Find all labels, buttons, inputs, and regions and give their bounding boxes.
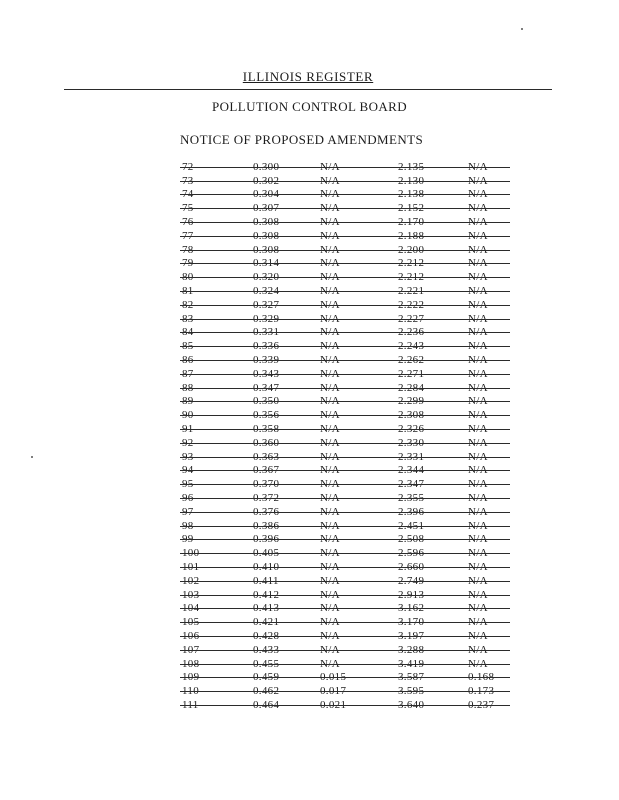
cell-value-2: N/A: [320, 436, 340, 449]
cell-value-4: N/A: [468, 243, 488, 256]
cell-value-2: N/A: [320, 298, 340, 311]
cell-value-1: 0.433: [253, 643, 280, 656]
cell-value-1: 0.308: [253, 243, 280, 256]
cell-value-2: N/A: [320, 174, 340, 187]
cell-value-1: 0.336: [253, 340, 280, 353]
cell-value-2: N/A: [320, 409, 340, 422]
scan-artifact-dot: [521, 28, 523, 30]
table-row: [182, 588, 506, 602]
cell-value-2: N/A: [320, 367, 340, 380]
cell-value-2: N/A: [320, 588, 340, 601]
cell-value-2: N/A: [320, 616, 340, 629]
cell-value-3: 3.170: [398, 616, 425, 629]
cell-row-number: 99: [182, 533, 194, 546]
cell-value-4: N/A: [468, 574, 488, 587]
cell-value-3: 2.330: [398, 436, 425, 449]
cell-value-3: 2.308: [398, 409, 425, 422]
cell-value-1: 0.339: [253, 354, 280, 367]
cell-value-1: 0.329: [253, 312, 280, 325]
cell-row-number: 107: [182, 643, 200, 656]
cell-value-3: 2.396: [398, 505, 425, 518]
cell-value-3: 2.243: [398, 340, 425, 353]
cell-value-4: N/A: [468, 229, 488, 242]
cell-value-2: N/A: [320, 312, 340, 325]
cell-value-4: 0.168: [468, 671, 495, 684]
cell-value-2: 0.017: [320, 685, 347, 698]
cell-value-2: N/A: [320, 561, 340, 573]
cell-value-1: 0.324: [253, 285, 280, 298]
cell-value-1: 0.347: [253, 381, 280, 394]
cell-value-2: N/A: [320, 160, 340, 173]
cell-value-2: N/A: [320, 505, 340, 518]
cell-value-2: N/A: [320, 602, 340, 615]
cell-row-number: 86: [182, 354, 194, 367]
cell-row-number: 74: [182, 188, 194, 201]
cell-value-4: N/A: [468, 629, 488, 642]
cell-value-4: N/A: [468, 492, 488, 505]
cell-value-4: N/A: [468, 409, 488, 422]
cell-row-number: 92: [182, 436, 194, 449]
cell-value-2: 0.021: [320, 698, 347, 711]
cell-value-1: 0.304: [253, 188, 280, 201]
cell-value-3: 2.222: [398, 298, 425, 311]
table-row: [182, 381, 506, 395]
cell-value-2: N/A: [320, 395, 340, 408]
cell-row-number: 72: [182, 160, 194, 173]
cell-value-3: 2.299: [398, 395, 425, 408]
cell-value-1: 0.314: [253, 257, 280, 270]
table-row: [182, 326, 506, 340]
table-row: [182, 174, 506, 188]
table-row: [182, 339, 506, 353]
cell-value-4: N/A: [468, 216, 488, 229]
cell-value-4: N/A: [468, 174, 488, 187]
cell-value-4: N/A: [468, 616, 488, 629]
cell-value-4: N/A: [468, 271, 488, 284]
cell-value-4: N/A: [468, 533, 488, 546]
cell-value-2: N/A: [320, 202, 340, 215]
table-row: [182, 270, 506, 284]
table-row: [182, 353, 506, 367]
cell-value-2: N/A: [320, 574, 340, 587]
cell-row-number: 109: [182, 671, 200, 684]
cell-row-number: 81: [182, 285, 194, 298]
table-row: [182, 560, 506, 574]
cell-value-4: N/A: [468, 657, 488, 670]
cell-value-4: N/A: [468, 423, 488, 436]
cell-value-2: N/A: [320, 464, 340, 477]
cell-value-3: 2.660: [398, 561, 425, 573]
cell-row-number: 83: [182, 312, 194, 325]
cell-value-1: 0.372: [253, 492, 280, 505]
table-row: [182, 298, 506, 312]
cell-value-2: N/A: [320, 271, 340, 284]
table-row: [182, 201, 506, 215]
cell-value-1: 0.455: [253, 657, 280, 670]
cell-row-number: 97: [182, 505, 194, 518]
cell-value-1: 0.308: [253, 229, 280, 242]
cell-value-1: 0.410: [253, 561, 280, 573]
cell-value-4: 0.237: [468, 698, 495, 711]
cell-value-1: 0.376: [253, 505, 280, 518]
cell-value-2: N/A: [320, 547, 340, 560]
cell-value-1: 0.360: [253, 436, 280, 449]
cell-row-number: 110: [182, 685, 199, 698]
cell-value-4: N/A: [468, 519, 488, 532]
cell-row-number: 79: [182, 257, 194, 270]
table-row: [182, 519, 506, 533]
cell-value-1: 0.462: [253, 685, 280, 698]
cell-value-1: 0.412: [253, 588, 280, 601]
cell-value-3: 3.162: [398, 602, 425, 615]
cell-value-1: 0.411: [253, 574, 279, 587]
cell-value-3: 2.212: [398, 271, 425, 284]
board-subtitle: POLLUTION CONTROL BOARD: [211, 99, 408, 114]
cell-value-1: 0.367: [253, 464, 280, 477]
cell-value-4: N/A: [468, 340, 488, 353]
cell-row-number: 93: [182, 450, 194, 463]
table-row: [182, 408, 506, 422]
cell-value-2: 0.015: [320, 671, 347, 684]
cell-row-number: 73: [182, 174, 194, 187]
cell-value-3: 3.587: [398, 671, 425, 684]
cell-value-4: N/A: [468, 436, 488, 449]
table-row: [182, 505, 506, 519]
cell-value-3: 2.284: [398, 381, 425, 394]
cell-value-2: N/A: [320, 657, 340, 670]
table-row: [182, 312, 506, 326]
table-row: [182, 284, 506, 298]
cell-row-number: 108: [182, 657, 200, 670]
cell-value-4: N/A: [468, 561, 488, 573]
cell-value-2: N/A: [320, 629, 340, 642]
cell-value-3: 2.221: [398, 285, 425, 298]
scan-artifact-dot: [31, 456, 33, 458]
table-row: [182, 436, 506, 450]
cell-row-number: 106: [182, 629, 200, 642]
cell-value-4: 0.173: [468, 685, 495, 698]
cell-value-1: 0.350: [253, 395, 280, 408]
header-rule: [64, 68, 552, 90]
cell-value-4: N/A: [468, 367, 488, 380]
cell-value-2: N/A: [320, 643, 340, 656]
cell-value-4: N/A: [468, 257, 488, 270]
cell-value-4: N/A: [468, 354, 488, 367]
cell-value-1: 0.356: [253, 409, 280, 422]
cell-value-2: N/A: [320, 285, 340, 298]
cell-value-3: 3.640: [398, 698, 425, 711]
cell-value-3: 3.197: [398, 629, 425, 642]
table-row: [182, 670, 506, 684]
cell-value-2: N/A: [320, 340, 340, 353]
table-row: [182, 698, 506, 712]
table-row: [182, 464, 506, 478]
cell-row-number: 78: [182, 243, 194, 256]
table-row: [182, 615, 506, 629]
table-row: [182, 422, 506, 436]
cell-value-4: N/A: [468, 643, 488, 656]
cell-value-4: N/A: [468, 588, 488, 601]
cell-value-3: 2.138: [398, 188, 425, 201]
cell-value-3: 2.236: [398, 326, 425, 339]
cell-value-4: N/A: [468, 547, 488, 560]
cell-value-4: N/A: [468, 188, 488, 201]
cell-row-number: 88: [182, 381, 194, 394]
cell-value-3: 2.271: [398, 367, 425, 380]
cell-value-2: N/A: [320, 381, 340, 394]
cell-value-1: 0.327: [253, 298, 280, 311]
cell-value-4: N/A: [468, 285, 488, 298]
cell-value-1: 0.363: [253, 450, 280, 463]
cell-value-1: 0.405: [253, 547, 280, 560]
table-row: [182, 215, 506, 229]
cell-value-3: 2.344: [398, 464, 425, 477]
cell-value-4: N/A: [468, 381, 488, 394]
table-row: [182, 477, 506, 491]
cell-value-3: 2.188: [398, 229, 425, 242]
cell-value-2: N/A: [320, 243, 340, 256]
cell-value-1: 0.343: [253, 367, 280, 380]
cell-value-4: N/A: [468, 312, 488, 325]
cell-value-1: 0.428: [253, 629, 280, 642]
cell-row-number: 85: [182, 340, 194, 353]
cell-row-number: 96: [182, 492, 194, 505]
cell-value-4: N/A: [468, 505, 488, 518]
table-row: [182, 574, 506, 588]
cell-value-2: N/A: [320, 326, 340, 339]
cell-row-number: 104: [182, 602, 200, 615]
cell-value-4: N/A: [468, 160, 488, 173]
cell-value-2: N/A: [320, 257, 340, 270]
cell-value-1: 0.386: [253, 519, 280, 532]
cell-row-number: 77: [182, 229, 194, 242]
cell-value-4: N/A: [468, 602, 488, 615]
cell-value-3: 2.212: [398, 257, 425, 270]
cell-value-1: 0.358: [253, 423, 280, 436]
cell-value-1: 0.413: [253, 602, 280, 615]
cell-value-3: 2.913: [398, 588, 425, 601]
table-row: [182, 395, 506, 409]
table-row: [182, 367, 506, 381]
table-row: [182, 491, 506, 505]
cell-row-number: 105: [182, 616, 200, 629]
table-row: [182, 257, 506, 271]
cell-row-number: 95: [182, 478, 194, 491]
table-row: [182, 684, 506, 698]
cell-value-1: 0.370: [253, 478, 280, 491]
cell-value-3: 2.152: [398, 202, 425, 215]
cell-row-number: 101: [182, 561, 200, 573]
cell-value-3: 2.130: [398, 174, 425, 187]
table-row: [182, 160, 506, 174]
cell-value-3: 2.326: [398, 423, 425, 436]
table-row: [182, 643, 506, 657]
cell-value-3: 2.355: [398, 492, 425, 505]
cell-row-number: 89: [182, 395, 194, 408]
page-title: ILLINOIS REGISTER: [242, 69, 374, 84]
cell-value-3: 2.262: [398, 354, 425, 367]
cell-value-4: N/A: [468, 464, 488, 477]
cell-row-number: 90: [182, 409, 194, 422]
table-row: [182, 243, 506, 257]
cell-row-number: 80: [182, 271, 194, 284]
notice-heading: NOTICE OF PROPOSED AMENDMENTS: [180, 132, 424, 147]
cell-value-1: 0.300: [253, 160, 280, 173]
table-row: [182, 657, 506, 671]
cell-value-3: 3.288: [398, 643, 425, 656]
cell-value-4: N/A: [468, 478, 488, 491]
cell-value-3: 3.595: [398, 685, 425, 698]
cell-value-4: N/A: [468, 326, 488, 339]
cell-value-1: 0.421: [253, 616, 280, 629]
table-row: [182, 533, 506, 547]
cell-value-2: N/A: [320, 533, 340, 546]
cell-row-number: 102: [182, 574, 200, 587]
cell-value-2: N/A: [320, 354, 340, 367]
cell-value-3: 2.749: [398, 574, 425, 587]
cell-value-2: N/A: [320, 519, 340, 532]
cell-value-3: 3.419: [398, 657, 425, 670]
cell-value-2: N/A: [320, 492, 340, 505]
table-row: [182, 450, 506, 464]
cell-row-number: 87: [182, 367, 194, 380]
cell-value-4: N/A: [468, 298, 488, 311]
cell-value-2: N/A: [320, 229, 340, 242]
cell-value-2: N/A: [320, 216, 340, 229]
cell-row-number: 98: [182, 519, 194, 532]
cell-row-number: 111: [182, 698, 199, 711]
cell-value-2: N/A: [320, 450, 340, 463]
cell-value-3: 2.227: [398, 312, 425, 325]
cell-value-3: 2.596: [398, 547, 425, 560]
cell-value-3: 2.331: [398, 450, 425, 463]
cell-row-number: 84: [182, 326, 194, 339]
table-row: [182, 188, 506, 202]
cell-value-2: N/A: [320, 423, 340, 436]
cell-value-4: N/A: [468, 395, 488, 408]
cell-value-3: 2.451: [398, 519, 425, 532]
cell-row-number: 103: [182, 588, 200, 601]
cell-value-3: 2.508: [398, 533, 425, 546]
table-row: [182, 629, 506, 643]
cell-value-3: 2.200: [398, 243, 425, 256]
cell-value-1: 0.307: [253, 202, 280, 215]
amendments-table: [182, 160, 506, 712]
cell-value-1: 0.308: [253, 216, 280, 229]
cell-row-number: 82: [182, 298, 194, 311]
cell-value-1: 0.331: [253, 326, 280, 339]
cell-row-number: 94: [182, 464, 194, 477]
table-row: [182, 229, 506, 243]
cell-row-number: 75: [182, 202, 194, 215]
cell-value-3: 2.170: [398, 216, 425, 229]
cell-row-number: 91: [182, 423, 194, 436]
cell-row-number: 100: [182, 547, 200, 560]
cell-row-number: 76: [182, 216, 194, 229]
table-row: [182, 546, 506, 560]
cell-value-2: N/A: [320, 188, 340, 201]
cell-value-4: N/A: [468, 450, 488, 463]
cell-value-3: 2.135: [398, 160, 425, 173]
cell-value-3: 2.347: [398, 478, 425, 491]
cell-value-1: 0.320: [253, 271, 280, 284]
cell-value-4: N/A: [468, 202, 488, 215]
cell-value-1: 0.464: [253, 698, 280, 711]
cell-value-1: 0.302: [253, 174, 280, 187]
cell-value-1: 0.459: [253, 671, 280, 684]
table-row: [182, 602, 506, 616]
cell-value-1: 0.396: [253, 533, 280, 546]
cell-value-2: N/A: [320, 478, 340, 491]
